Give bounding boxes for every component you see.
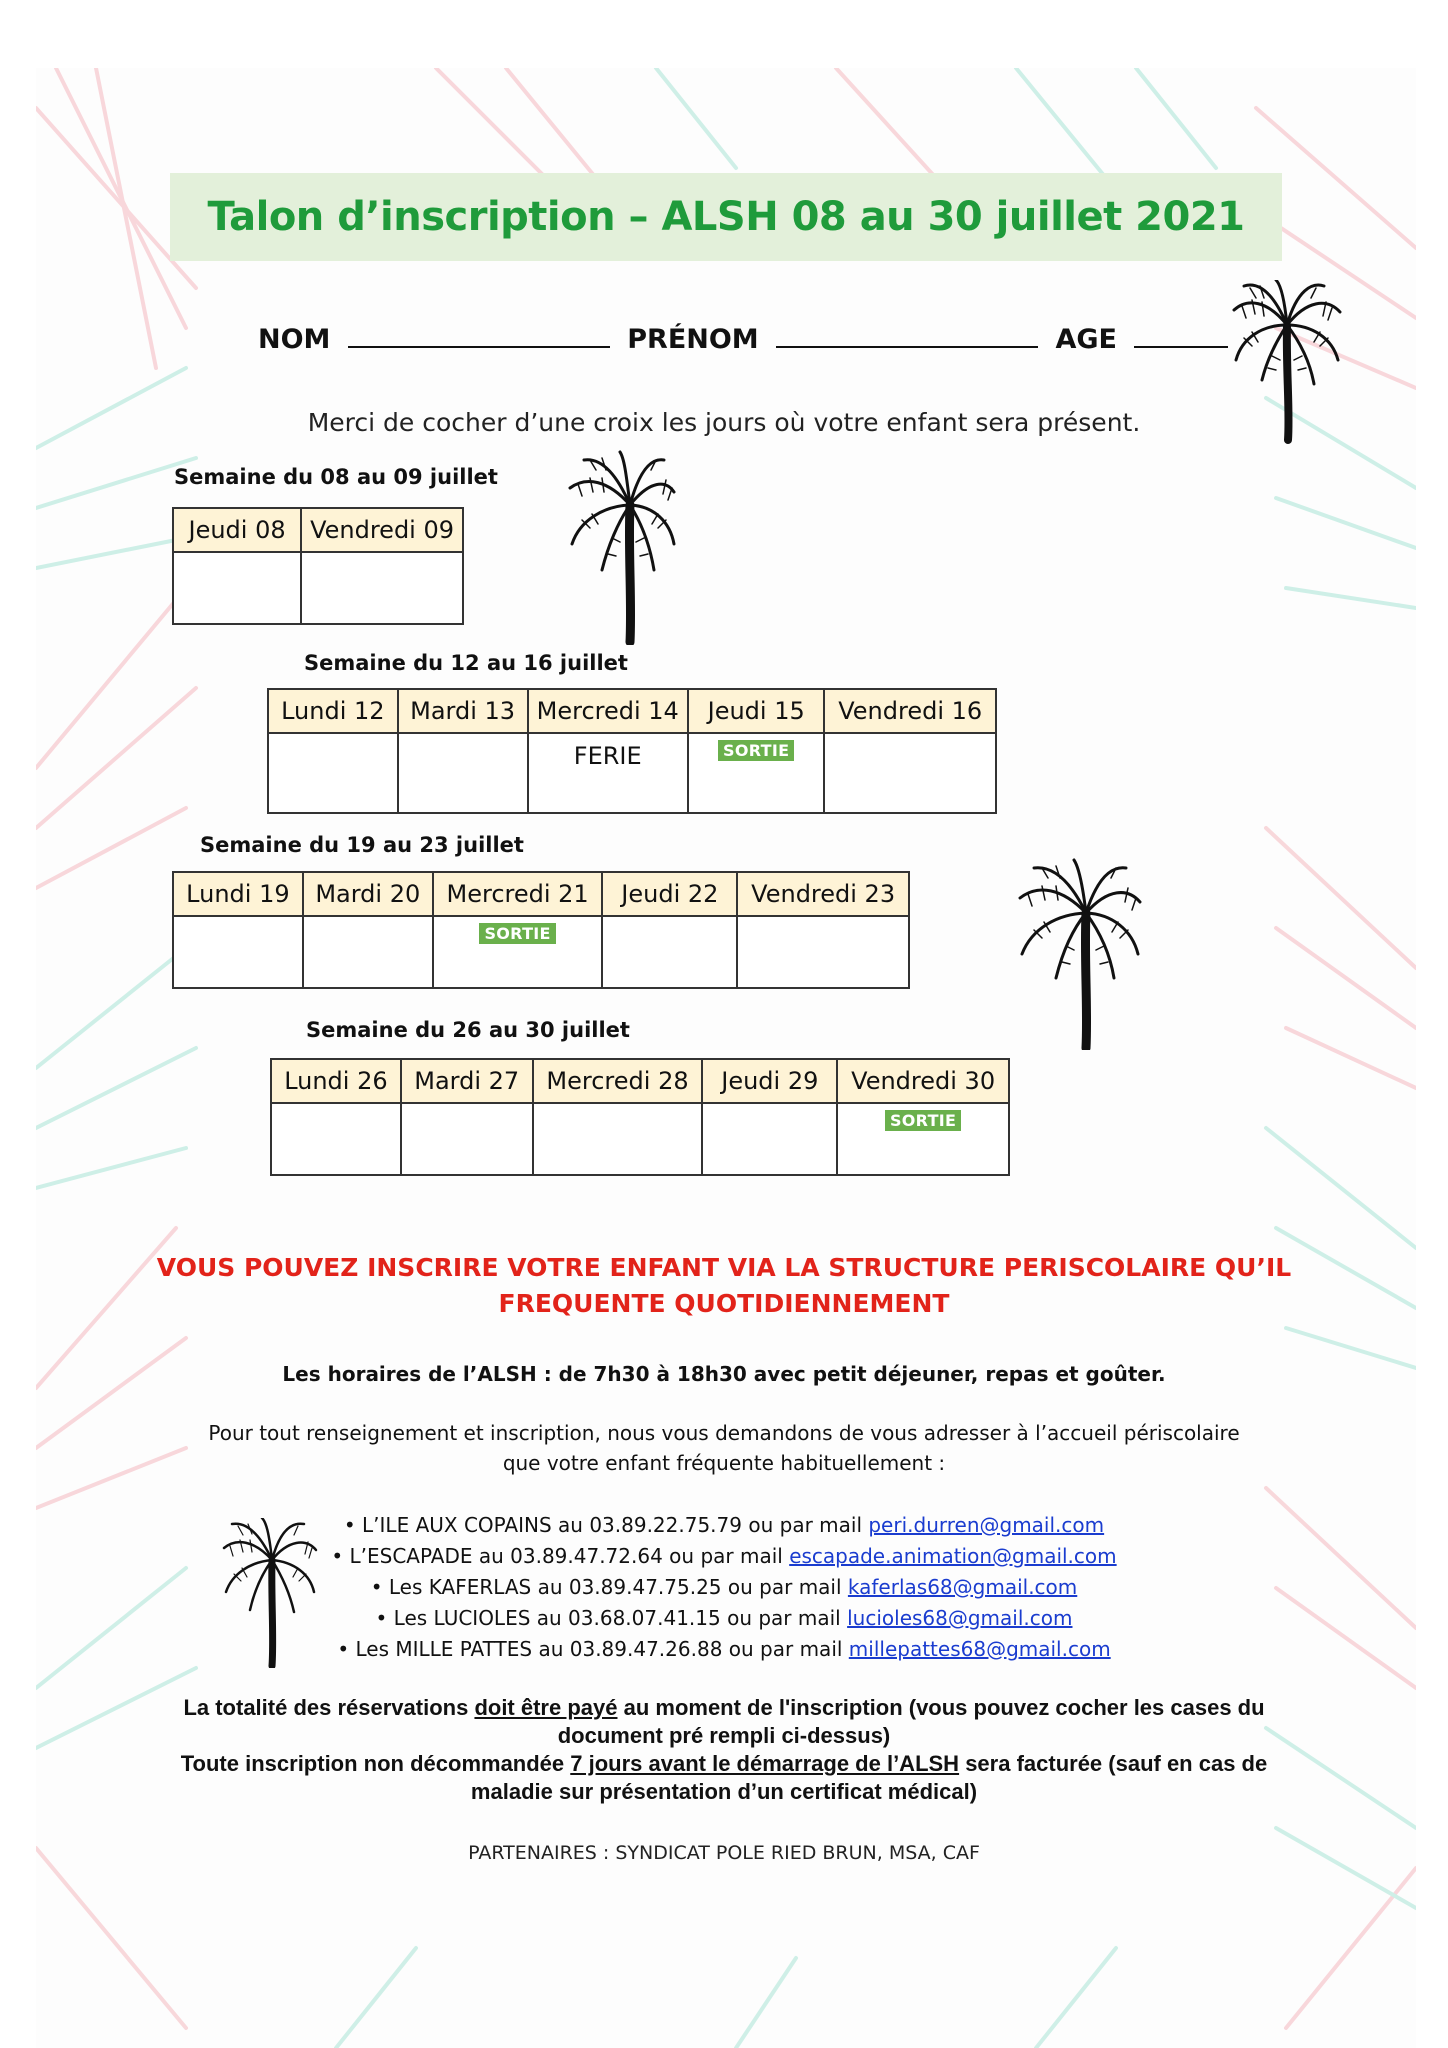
- rule-text: sera facturée (sauf en cas de maladie sur présentation d’un certificat médical): [470, 1751, 1268, 1804]
- email-link[interactable]: peri.durren@gmail.com: [868, 1513, 1105, 1537]
- day-header: Mardi 20: [303, 872, 433, 916]
- day-checkbox-cell[interactable]: [702, 1103, 837, 1175]
- payment-rules: [160, 1694, 1288, 1806]
- notice-line-2: FREQUENTE QUOTIDIENNEMENT: [498, 1289, 950, 1318]
- palm-tree-icon: [1232, 280, 1342, 445]
- palm-tree-icon: [1018, 858, 1142, 1050]
- week-2-table: [267, 688, 997, 814]
- page-title: Talon d’inscription – ALSH 08 au 30 juillet 2021: [207, 194, 1245, 240]
- day-header: Mardi 13: [398, 689, 528, 733]
- day-checkbox-cell[interactable]: [173, 552, 301, 624]
- day-header: Jeudi 29: [702, 1059, 837, 1103]
- day-checkbox-cell[interactable]: [688, 733, 824, 813]
- day-header: Vendredi 09: [301, 508, 463, 552]
- prenom-label: PRÉNOM: [627, 324, 759, 355]
- periscolaire-notice: [0, 1250, 1448, 1322]
- day-header: Jeudi 22: [602, 872, 737, 916]
- palm-tree-icon: [568, 450, 676, 645]
- contact-text: • L’ESCAPADE au 03.89.47.72.64 ou par mail: [331, 1544, 790, 1568]
- day-checkbox-cell[interactable]: [271, 1103, 401, 1175]
- contact-intro: Pour tout renseignement et inscription, nous vous demandons de vous adresser à l’accueil périscolaire que votre enfant fréquente habituellement :: [208, 1421, 1240, 1475]
- rule-payment: [160, 1694, 1288, 1750]
- day-checkbox-cell[interactable]: [303, 916, 433, 988]
- contact-text: • L’ILE AUX COPAINS au 03.89.22.75.79 ou par mail: [343, 1513, 869, 1537]
- day-checkbox-cell[interactable]: [602, 916, 737, 988]
- day-checkbox-cell[interactable]: [173, 916, 303, 988]
- day-checkbox-cell[interactable]: [737, 916, 909, 988]
- week-3-table: [172, 871, 910, 989]
- day-header: Mercredi 14: [528, 689, 688, 733]
- age-label: AGE: [1055, 324, 1118, 355]
- contact-text: • Les KAFERLAS au 03.89.47.75.25 ou par mail: [370, 1575, 848, 1599]
- day-checkbox-cell[interactable]: [433, 916, 603, 988]
- email-link[interactable]: millepattes68@gmail.com: [848, 1637, 1111, 1661]
- day-checkbox-cell[interactable]: [824, 733, 996, 813]
- list-item: [0, 1572, 1448, 1603]
- day-header: Jeudi 15: [688, 689, 824, 733]
- nom-field[interactable]: [348, 322, 610, 348]
- contact-text: • Les MILLE PATTES au 03.89.47.26.88 ou par mail: [337, 1637, 849, 1661]
- day-header: Mardi 27: [401, 1059, 533, 1103]
- day-header: Lundi 19: [173, 872, 303, 916]
- email-link[interactable]: escapade.animation@gmail.com: [789, 1544, 1117, 1568]
- identity-line: [258, 322, 1236, 355]
- day-checkbox-cell[interactable]: [533, 1103, 703, 1175]
- week-4-table: [270, 1058, 1010, 1176]
- rule-text: Toute inscription non décommandée: [180, 1751, 571, 1776]
- day-checkbox-cell[interactable]: [301, 552, 463, 624]
- day-header: Mercredi 28: [533, 1059, 703, 1103]
- day-header: Lundi 12: [268, 689, 398, 733]
- day-header: Vendredi 30: [837, 1059, 1009, 1103]
- rule-cancellation: [160, 1750, 1288, 1806]
- sortie-badge: SORTIE: [718, 740, 794, 761]
- rule-text: au moment de l'inscription (vous pouvez cocher les cases du document pré rempli ci-dessus): [557, 1695, 1265, 1748]
- email-link[interactable]: lucioles68@gmail.com: [847, 1606, 1073, 1630]
- week-3-label: Semaine du 19 au 23 juillet: [200, 833, 524, 857]
- notice-line-1: VOUS POUVEZ INSCRIRE VOTRE ENFANT VIA LA STRUCTURE PERISCOLAIRE QU’IL: [156, 1253, 1292, 1282]
- week-1-table: [172, 507, 464, 625]
- nom-label: NOM: [258, 324, 331, 355]
- prenom-field[interactable]: [776, 322, 1038, 348]
- rule-emphasis: doit être payé: [474, 1695, 618, 1720]
- list-item: [0, 1510, 1448, 1541]
- day-header: Lundi 26: [271, 1059, 401, 1103]
- week-1-label: Semaine du 08 au 09 juillet: [174, 465, 498, 489]
- list-item: [0, 1603, 1448, 1634]
- day-checkbox-cell[interactable]: [837, 1103, 1009, 1175]
- day-header: Mercredi 21: [433, 872, 603, 916]
- day-header: Vendredi 16: [824, 689, 996, 733]
- contact-list: [0, 1510, 1448, 1665]
- sortie-badge: SORTIE: [479, 923, 555, 944]
- opening-hours: Les horaires de l’ALSH : de 7h30 à 18h30 avec petit déjeuner, repas et goûter.: [282, 1362, 1166, 1386]
- day-header: Jeudi 08: [173, 508, 301, 552]
- age-field[interactable]: [1134, 322, 1228, 348]
- rule-emphasis: 7 jours avant le démarrage de l’ALSH: [570, 1751, 960, 1776]
- day-checkbox-cell[interactable]: [398, 733, 528, 813]
- list-item: [0, 1541, 1448, 1572]
- sortie-badge: SORTIE: [885, 1110, 961, 1131]
- day-header: Vendredi 23: [737, 872, 909, 916]
- day-checkbox-cell[interactable]: [401, 1103, 533, 1175]
- partners-line: PARTENAIRES : SYNDICAT POLE RIED BRUN, MSA, CAF: [468, 1842, 980, 1864]
- email-link[interactable]: kaferlas68@gmail.com: [847, 1575, 1078, 1599]
- contact-text: • Les LUCIOLES au 03.68.07.41.15 ou par mail: [375, 1606, 848, 1630]
- week-2-label: Semaine du 12 au 16 juillet: [304, 651, 628, 675]
- ferie-cell: FERIE: [528, 733, 688, 813]
- list-item: [0, 1634, 1448, 1665]
- rule-text: La totalité des réservations: [183, 1695, 475, 1720]
- instruction-text: Merci de cocher d’une croix les jours où votre enfant sera présent.: [307, 408, 1141, 437]
- week-4-label: Semaine du 26 au 30 juillet: [306, 1018, 630, 1042]
- day-checkbox-cell[interactable]: [268, 733, 398, 813]
